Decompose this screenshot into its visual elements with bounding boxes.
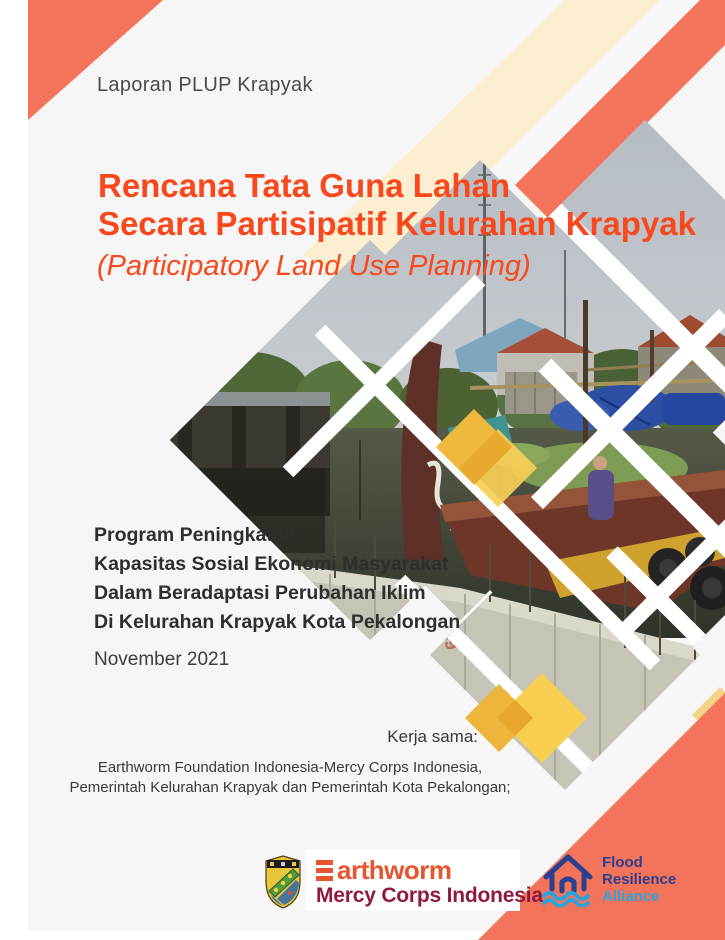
flood-house-icon xyxy=(542,851,594,907)
report-subtitle: (Participatory Land Use Planning) xyxy=(97,250,531,282)
earthworm-e-icon xyxy=(316,860,333,881)
resilience-line: Resilience xyxy=(602,871,677,888)
flood-line: Flood xyxy=(602,854,643,871)
title-line-1: Rencana Tata Guna Lahan xyxy=(98,167,510,204)
collaboration-partners xyxy=(60,758,520,798)
mercy-corps-wordmark: Mercy Corps Indonesia xyxy=(316,884,543,907)
report-date: November 2021 xyxy=(94,649,230,670)
program-line: Dalam Beradaptasi Perubahan Iklim xyxy=(94,582,426,604)
report-title xyxy=(98,167,718,243)
title-line-2: Secara Partisipatif Kelurahan Krapyak xyxy=(98,205,696,242)
alliance-line: Alliance xyxy=(602,888,660,905)
program-line: Kapasitas Sosial Ekonomi Masyarakat xyxy=(94,553,449,575)
program-description xyxy=(94,521,460,637)
earthworm-wordmark: arthworm xyxy=(337,855,452,885)
collab-line-1: Earthworm Foundation Indonesia-Mercy Corps Indonesia, xyxy=(97,759,483,776)
program-line: Di Kelurahan Krapyak Kota Pekalongan xyxy=(94,611,461,633)
flood-resilience-alliance-logo xyxy=(542,851,676,907)
collab-line-2: Pemerintah Kelurahan Krapyak dan Pemerintah Kota Pekalongan; xyxy=(69,779,511,796)
flood-alliance-wordmark xyxy=(602,851,676,905)
pekalongan-crest-icon xyxy=(263,855,303,909)
report-eyebrow: Laporan PLUP Krapyak xyxy=(97,74,313,96)
earthworm-logo xyxy=(316,855,451,886)
collaboration-heading: Kerja sama: xyxy=(387,727,478,746)
program-line: Program Peningkatan xyxy=(94,524,296,546)
